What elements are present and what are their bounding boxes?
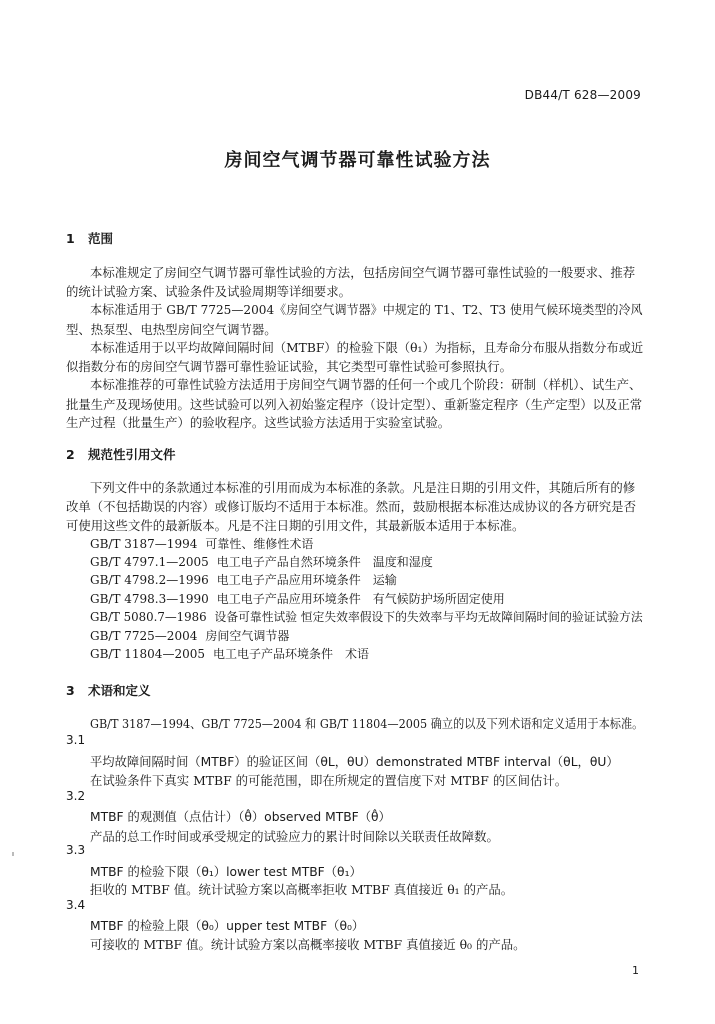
section-number: 3 xyxy=(66,683,75,698)
reference-name: 可靠性、维修性术语 xyxy=(205,537,314,551)
reference-item xyxy=(90,627,289,644)
paragraph-line: 批量生产及现场使用。这些试验可以列入初始鉴定程序（设计定型）、重新鉴定程序（生产定型）以及正常 xyxy=(66,397,643,412)
reference-item xyxy=(90,590,505,607)
standard-code: DB44/T 628—2009 xyxy=(524,88,641,102)
paragraph-line: 生产过程（批量生产）的验收程序。这些试验方法适用于实验室试验。 xyxy=(66,415,451,430)
paragraph-line: 本标准适用于 GB/T 7725—2004《房间空气调节器》中规定的 T1、T2、T3 使用气候环境类型的冷风 xyxy=(90,302,643,317)
section-number: 1 xyxy=(66,231,75,246)
reference-code: GB/T 3187—1994 xyxy=(90,537,198,551)
term-number: 3.3 xyxy=(66,843,86,857)
term-name: 平均故障间隔时间（MTBF）的验证区间（θL，θU）demonstrated MTBF interval（θL，θU） xyxy=(90,755,619,769)
paragraph-line: 下列文件中的条款通过本标准的引用而成为本标准的条款。凡是注日期的引用文件，其随后所有的修 xyxy=(90,480,636,495)
scan-artifact xyxy=(12,852,14,856)
term-name: MTBF 的检验上限（θ₀）upper test MTBF（θ₀） xyxy=(90,919,365,933)
paragraph-line: 本标准适用于以平均故障间隔时间（MTBF）的检验下限（θ₁）为指标，且寿命分布服从指数分布或近 xyxy=(90,340,644,355)
paragraph-line: 似指数分布的房间空气调节器可靠性验证试验，其它类型可靠性试验可参照执行。 xyxy=(66,359,513,374)
reference-code: GB/T 11804—2005 xyxy=(90,647,205,661)
reference-name: 设备可靠性试验 恒定失效率假设下的失效率与平均无故障间隔时间的验证试验方法 xyxy=(214,610,643,624)
term-definition: 在试验条件下真实 MTBF 的可能范围，即在所规定的置信度下对 MTBF 的区间估计。 xyxy=(90,773,568,788)
paragraph-line: 型、热泵型、电热型房间空气调节器。 xyxy=(66,322,277,337)
reference-code: GB/T 5080.7—1986 xyxy=(90,610,207,624)
reference-name: 电工电子产品应用环境条件 有气候防护场所固定使用 xyxy=(216,592,505,606)
reference-name: 电工电子产品环境条件 术语 xyxy=(212,647,369,661)
reference-name: 房间空气调节器 xyxy=(205,629,290,643)
reference-code: GB/T 4798.3—1990 xyxy=(90,592,209,606)
paragraph-line: 本标准推荐的可靠性试验方法适用于房间空气调节器的任何一个或几个阶段：研制（样机）、试生产、 xyxy=(90,377,642,392)
reference-item xyxy=(90,553,433,570)
term-number: 3.4 xyxy=(66,898,86,912)
reference-item xyxy=(90,608,643,625)
section-3-heading xyxy=(66,681,151,699)
reference-name: 电工电子产品自然环境条件 温度和湿度 xyxy=(216,555,433,569)
section-title: 术语和定义 xyxy=(88,683,151,698)
reference-code: GB/T 4797.1—2005 xyxy=(90,555,209,569)
term-definition: 拒收的 MTBF 值。统计试验方案以高概率拒收 MTBF 真值接近 θ₁ 的产品。 xyxy=(90,882,514,897)
section-title: 范围 xyxy=(88,231,114,246)
reference-code: GB/T 7725—2004 xyxy=(90,629,198,643)
paragraph-line: GB/T 3187—1994、GB/T 7725—2004 和 GB/T 11804—2005 确立的以及下列术语和定义适用于本标准。 xyxy=(90,716,644,731)
reference-code: GB/T 4798.2—1996 xyxy=(90,573,209,587)
term-definition: 产品的总工作时间或承受规定的试验应力的累计时间除以关联责任故障数。 xyxy=(90,829,499,844)
term-name: MTBF 的检验下限（θ₁）lower test MTBF（θ₁） xyxy=(90,865,362,879)
reference-item xyxy=(90,645,369,662)
document-title: 房间空气调节器可靠性试验方法 xyxy=(224,150,491,171)
reference-item xyxy=(90,535,313,552)
section-1-heading xyxy=(66,229,113,247)
section-title: 规范性引用文件 xyxy=(88,447,176,462)
reference-name: 电工电子产品应用环境条件 运输 xyxy=(216,573,397,587)
paragraph-line: 本标准规定了房间空气调节器可靠性试验的方法，包括房间空气调节器可靠性试验的一般要求、推荐 xyxy=(90,265,636,280)
paragraph-line: 可使用这些文件的最新版本。凡是不注日期的引用文件，其最新版本适用于本标准。 xyxy=(66,518,525,533)
reference-item xyxy=(90,571,397,588)
term-name: MTBF 的观测值（点估计）（θ̂）observed MTBF（θ̂） xyxy=(90,810,391,824)
term-number: 3.2 xyxy=(66,789,86,803)
term-definition: 可接收的 MTBF 值。统计试验方案以高概率接收 MTBF 真值接近 θ₀ 的产品。 xyxy=(90,937,526,952)
paragraph-line: 改单（不包括勘误的内容）或修订版均不适用于本标准。然而，鼓励根据本标准达成协议的各方研究是否 xyxy=(66,499,636,514)
term-number: 3.1 xyxy=(66,733,86,747)
page-number: 1 xyxy=(632,964,639,977)
section-number: 2 xyxy=(66,447,75,462)
paragraph-line: 的统计试验方案、试验条件及试验周期等详细要求。 xyxy=(66,284,351,299)
section-2-heading xyxy=(66,445,176,463)
